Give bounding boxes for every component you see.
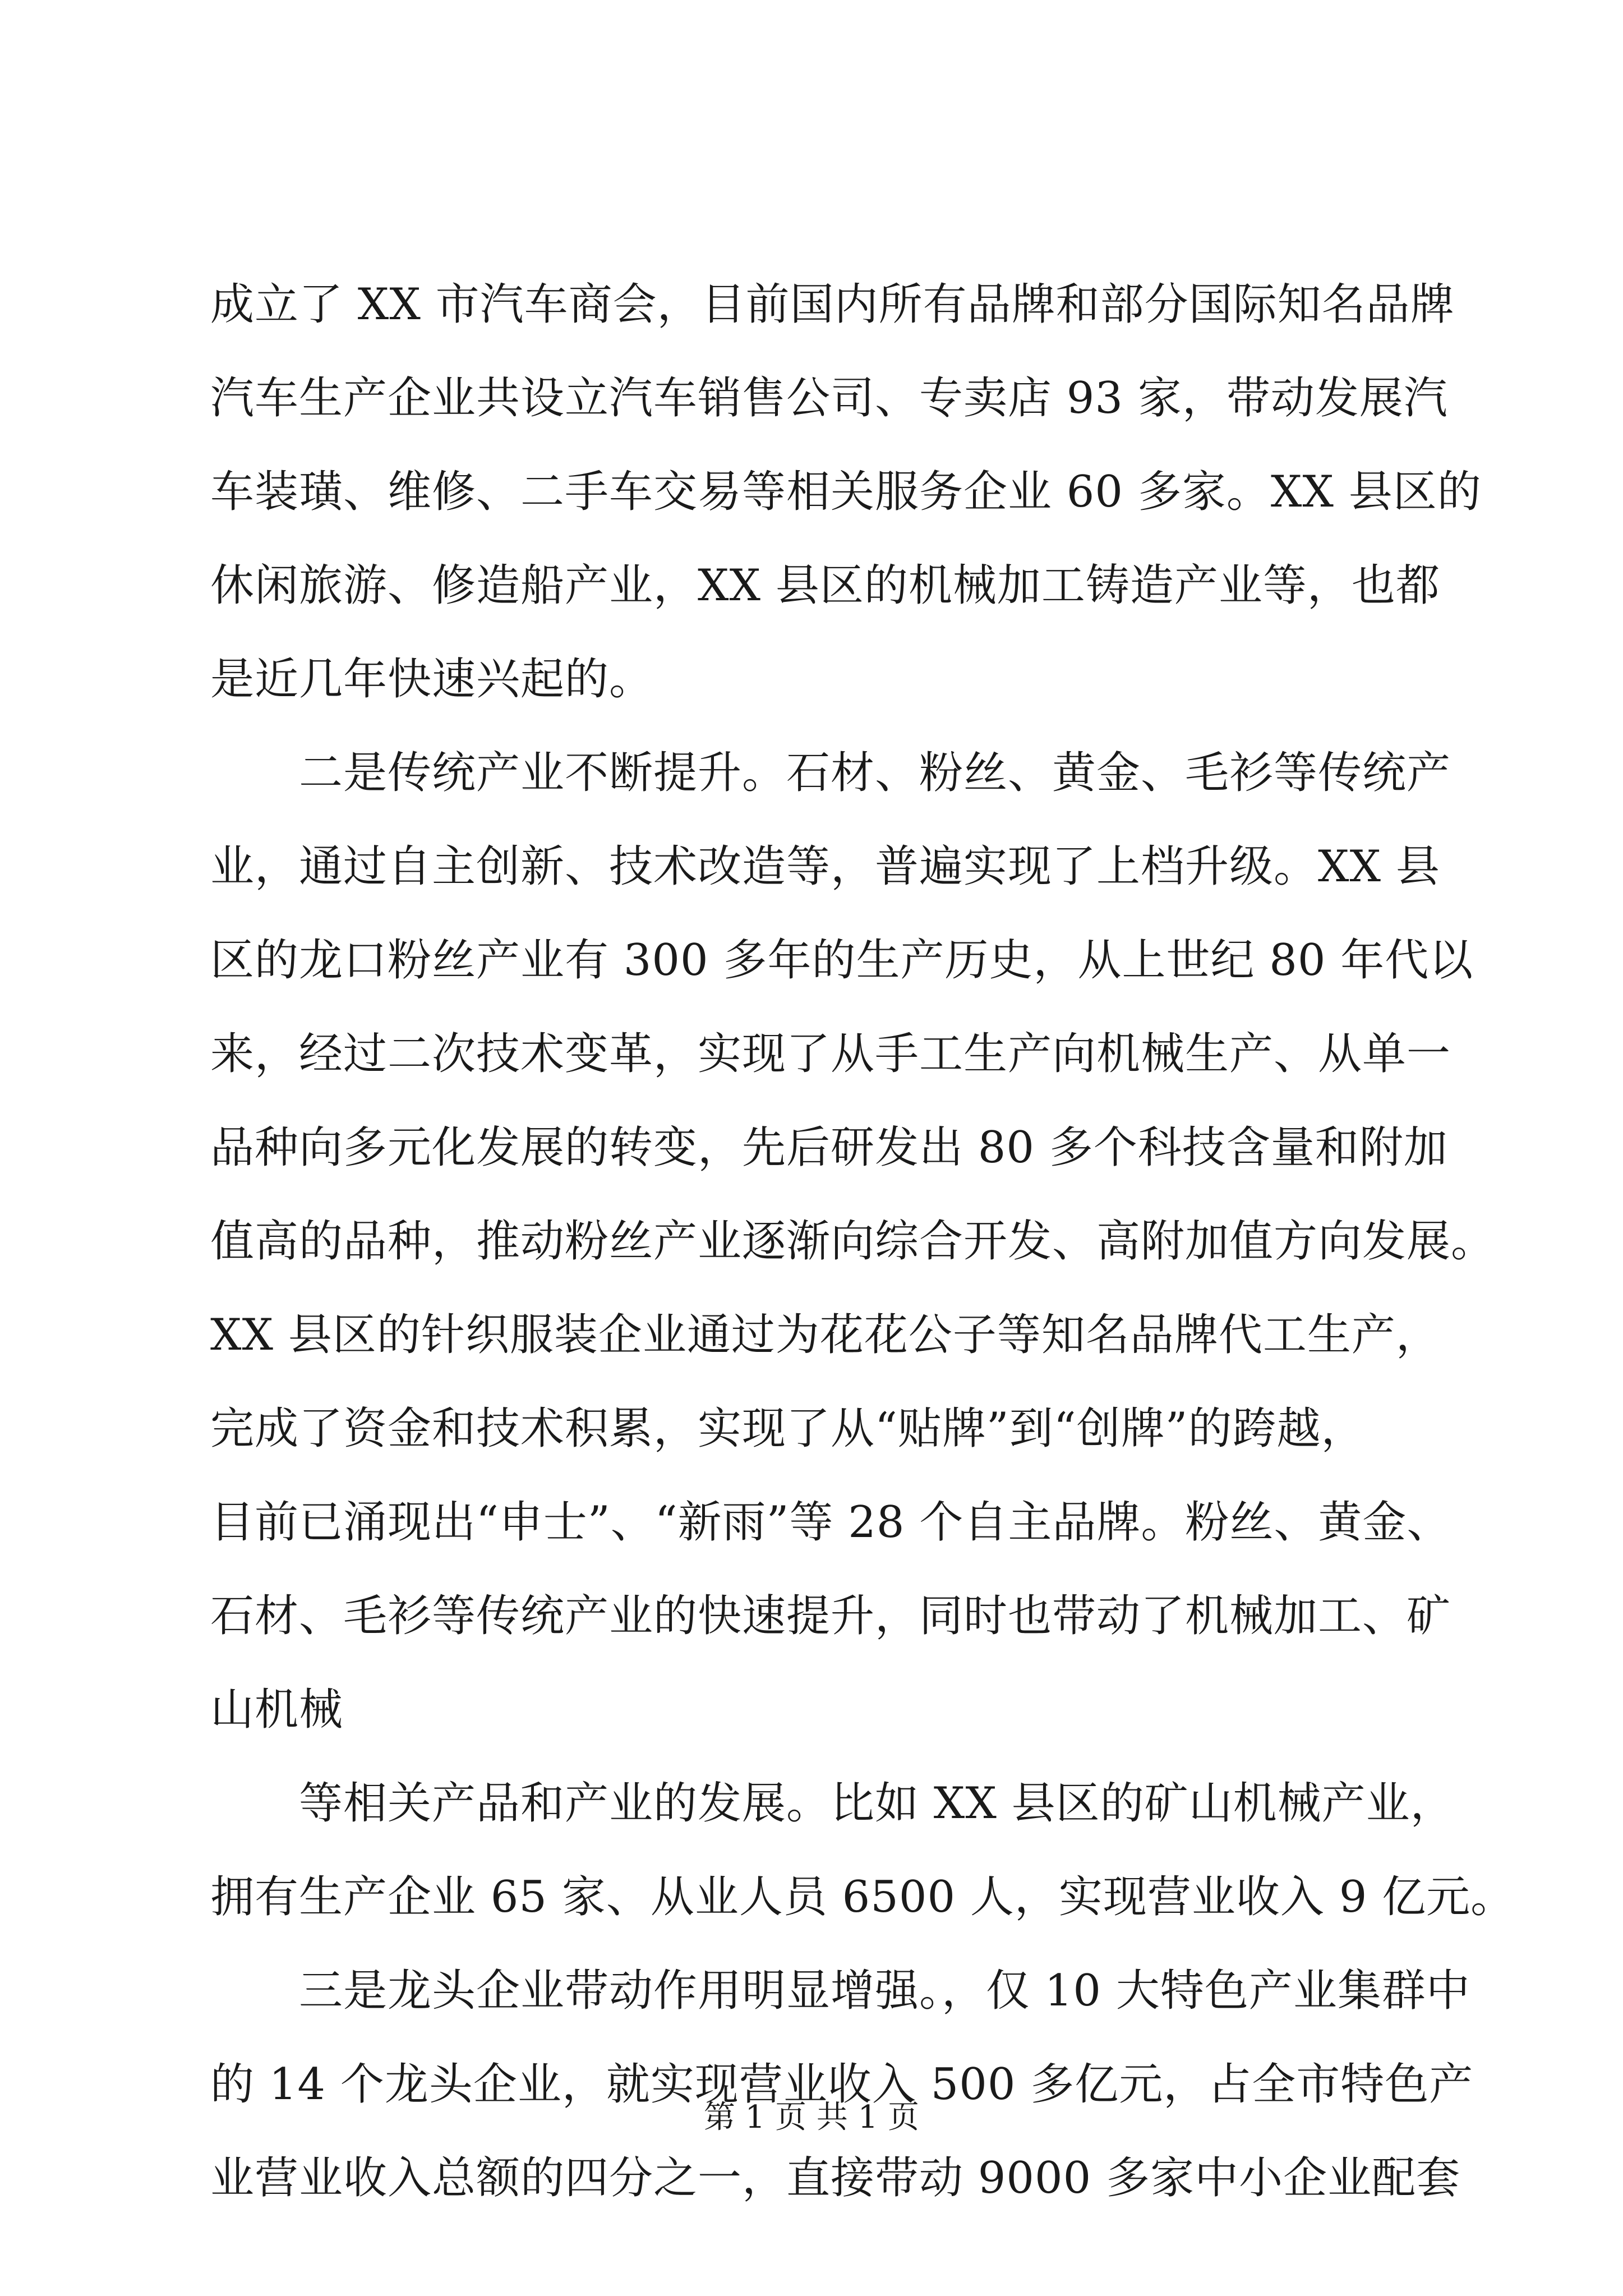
text-line: 休闲旅游、修造船产业，XX 县区的机械加工铸造产业等，也都 [210, 560, 1440, 611]
text-line: 值高的品种，推动粉丝产业逐渐向综合开发、高附加值方向发展。 [210, 1216, 1496, 1267]
paragraph-start-line: 二是传统产业不断提升。石材、粉丝、黄金、毛衫等传统产 [299, 748, 1451, 798]
text-line: 的 14 个龙头企业，就实现营业收入 500 多亿元，占全市特色产 [210, 2059, 1474, 2110]
text-line: 山机械 [210, 1685, 344, 1735]
paragraph-start-line: 三是龙头企业带动作用明显增强。，仅 10 大特色产业集群中 [299, 1966, 1470, 2016]
page-footer: 第 1 页 共 1 页 [703, 2099, 920, 2136]
text-line: 业，通过自主创新、技术改造等，普遍实现了上档升级。XX 县 [210, 841, 1440, 892]
text-line: 拥有生产企业 65 家、从业人员 6500 人，实现营业收入 9 亿元。 [210, 1872, 1515, 1922]
text-line: 是近几年快速兴起的。 [210, 654, 654, 705]
text-line: 石材、毛衫等传统产业的快速提升，同时也带动了机械加工、矿 [210, 1591, 1451, 1641]
text-line: 汽车生产企业共设立汽车销售公司、专卖店 93 家，带动发展汽 [210, 373, 1448, 424]
body-text [210, 258, 1515, 2225]
text-line: 车装璜、维修、二手车交易等相关服务企业 60 多家。XX 县区的 [210, 467, 1482, 517]
paragraph-start-line: 等相关产品和产业的发展。比如 XX 县区的矿山机械产业， [299, 1778, 1455, 1829]
text-line: 品种向多元化发展的转变，先后研发出 80 多个科技含量和附加 [210, 1122, 1448, 1173]
text-line: 目前已涌现出“申士”、“新雨”等 28 个自主品牌。粉丝、黄金、 [210, 1497, 1451, 1548]
text-line: 来，经过二次技术变革，实现了从手工生产向机械生产、从单一 [210, 1029, 1451, 1079]
text-line: 成立了 XX 市汽车商会，目前国内所有品牌和部分国际知名品牌 [210, 279, 1455, 330]
text-line: XX 县区的针织服装企业通过为花花公子等知名品牌代工生产， [210, 1310, 1440, 1360]
text-line: 区的龙口粉丝产业有 300 多年的生产历史，从上世纪 80 年代以 [210, 935, 1474, 986]
text-line: 完成了资金和技术积累，实现了从“贴牌”到“创牌”的跨越， [210, 1404, 1366, 1454]
text-line: 业营业收入总额的四分之一，直接带动 9000 多家中小企业配套 [210, 2153, 1461, 2203]
